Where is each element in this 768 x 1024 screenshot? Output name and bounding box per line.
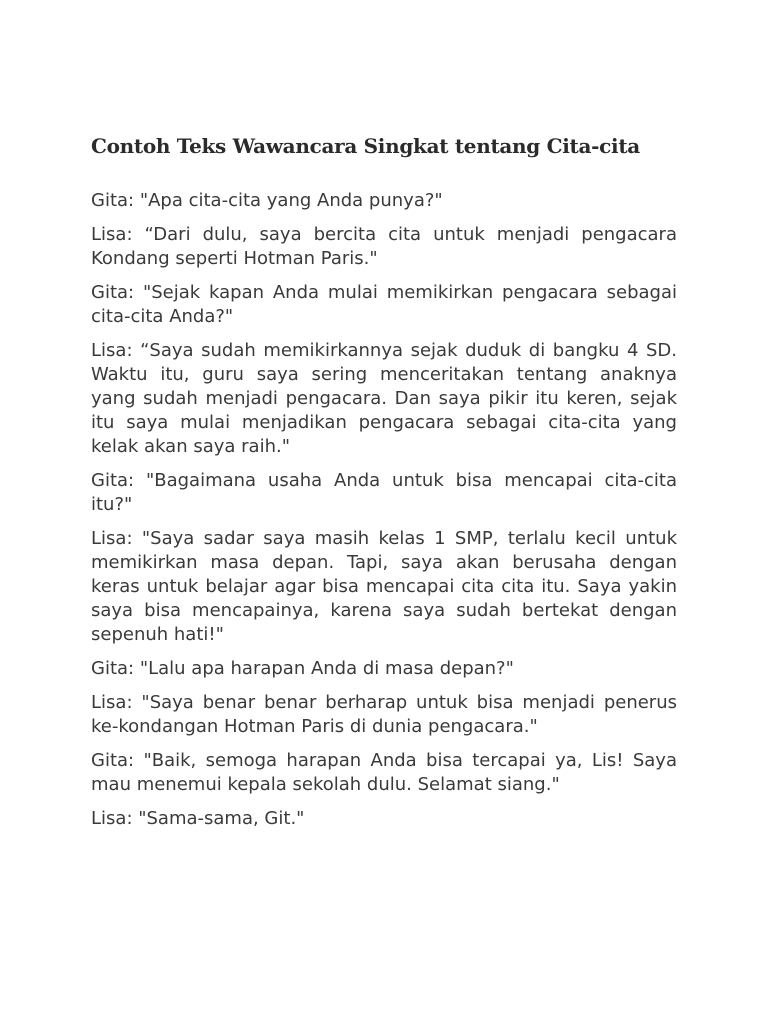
- dialogue-line: Lisa: "Saya benar benar berharap untuk bisa menjadi penerus ke-kondangan Hotman Paris di dunia pengacara.": [91, 692, 677, 737]
- dialogue-line: Lisa: “Dari dulu, saya bercita cita untuk menjadi pengacara Kondang seperti Hotman Paris.": [91, 224, 677, 269]
- dialogue-line: Gita: "Bagaimana usaha Anda untuk bisa mencapai cita-cita itu?": [91, 470, 677, 515]
- document-page: [91, 130, 677, 841]
- dialogue-line: Lisa: "Sama-sama, Git.": [91, 808, 305, 829]
- dialogue-line: Lisa: "Saya sadar saya masih kelas 1 SMP, terlalu kecil untuk memikirkan masa depan. Tapi, saya akan berusaha dengan keras untuk belajar agar bisa mencapai cita cita itu. Saya yakin saya bisa mencapainya, karena saya sudah bertekat dengan sepenuh hati!": [91, 528, 677, 645]
- dialogue-line: Gita: "Lalu apa harapan Anda di masa depan?": [91, 658, 514, 679]
- document-title: Contoh Teks Wawancara Singkat tentang Cita-cita: [91, 134, 640, 158]
- dialogue-line: Lisa: “Saya sudah memikirkannya sejak duduk di bangku 4 SD. Waktu itu, guru saya sering menceritakan tentang anaknya yang sudah menjadi pengacara. Dan saya pikir itu keren, sejak itu saya mulai menjadikan pengacara sebagai cita-cita yang kelak akan saya raih.": [91, 340, 677, 457]
- dialogue-line: Gita: "Sejak kapan Anda mulai memikirkan pengacara sebagai cita-cita Anda?": [91, 282, 677, 327]
- dialogue-line: Gita: "Apa cita-cita yang Anda punya?": [91, 190, 443, 211]
- dialogue-line: Gita: "Baik, semoga harapan Anda bisa tercapai ya, Lis! Saya mau menemui kepala sekolah dulu. Selamat siang.": [91, 750, 677, 795]
